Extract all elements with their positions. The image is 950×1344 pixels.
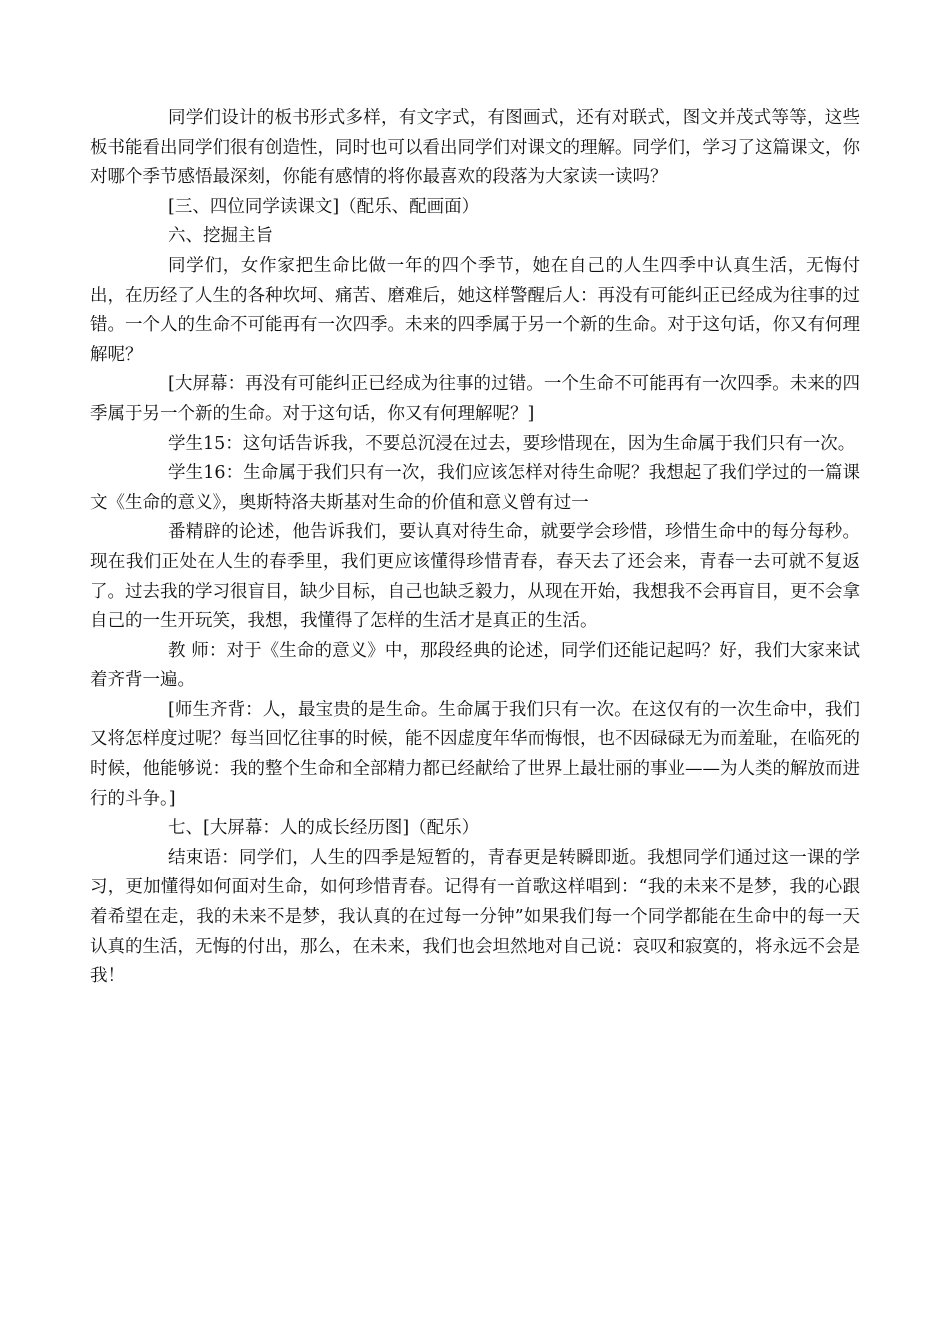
paragraph-big-screen-quote: [大屏幕：再没有可能纠正已经成为往事的过错。一个生命不可能再有一次四季。未来的四季属于另一个新的生命。对于这句话，你又有何理解呢？]	[90, 374, 860, 424]
paragraph-blackboard-designs: 同学们设计的板书形式多样，有文字式，有图画式，还有对联式，图文并茂式等等，这些板书能看出同学们很有创造性，同时也可以看出同学们对课文的理解。同学们，学习了这篇课文，你对哪个季节感悟最深刻，你能有感情的将你最喜欢的段落为大家读一读吗？	[90, 108, 860, 188]
section-heading-six: 六、挖掘主旨	[168, 226, 273, 247]
paragraph-teacher: 教 师：对于《生命的意义》中，那段经典的论述，同学们还能记起吗？好，我们大家来试着齐背一遍。	[90, 640, 860, 691]
paragraph-students-read: [三、四位同学读课文]（配乐、配画面）	[168, 196, 480, 217]
paragraph-student-15: 学生15：这句话告诉我，不要总沉浸在过去，要珍惜现在，因为生命属于我们只有一次。	[168, 433, 856, 454]
paragraph-recitation: [师生齐背：人，最宝贵的是生命。生命属于我们只有一次。在这仅有的一次生命中，我们又将怎样度过呢？每当回忆往事的时候，能不因虚度年华而悔恨，也不因碌碌无为而羞耻，在临死的时候，他能够说：我的整个生命和全部精力都已经献给了世界上最壮丽的事业——为人类的解放而进行的斗争。]	[90, 699, 860, 809]
section-heading-seven: 七、[大屏幕：人的成长经历图]（配乐）	[168, 818, 480, 839]
paragraph-four-seasons: 同学们，女作家把生命比做一年的四个季节，她在自己的人生四季中认真生活，无悔付出，在历经了人生的各种坎坷、痛苦、磨难后，她这样警醒后人：再没有可能纠正已经成为往事的过错。一个人的生命不可能再有一次四季。未来的四季属于另一个新的生命。对于这句话，你又有何理解呢？	[90, 255, 860, 365]
document-body	[90, 104, 860, 992]
paragraph-student-16: 学生16：生命属于我们只有一次，我们应该怎样对待生命呢？我想起了我们学过的一篇课文《生命的意义》，奥斯特洛夫斯基对生命的价值和意义曾有过一	[90, 463, 860, 513]
paragraph-student-16-continued: 番精辟的论述，他告诉我们，要认真对待生命，就要学会珍惜，珍惜生命中的每分每秒。现在我们正处在人生的春季里，我们更应该懂得珍惜青春，春天去了还会来，青春一去可就不复返了。过去我的学习很盲目，缺少目标，自己也缺乏毅力，从现在开始，我想我不会再盲目，更不会拿自己的一生开玩笑，我想，我懂得了怎样的生活才是真正的生活。	[90, 522, 860, 632]
paragraph-conclusion: 结束语：同学们，人生的四季是短暂的，青春更是转瞬即逝。我想同学们通过这一课的学习，更加懂得如何面对生命，如何珍惜青春。记得有一首歌这样唱到：“我的未来不是梦，我的心跟着希望在走，我的未来不是梦，我认真的在过每一分钟”如果我们每一个同学都能在生命中的每一天认真的生活，无悔的付出，那么，在未来，我们也会坦然地对自己说：哀叹和寂寞的，将永远不会是我！	[90, 847, 860, 987]
